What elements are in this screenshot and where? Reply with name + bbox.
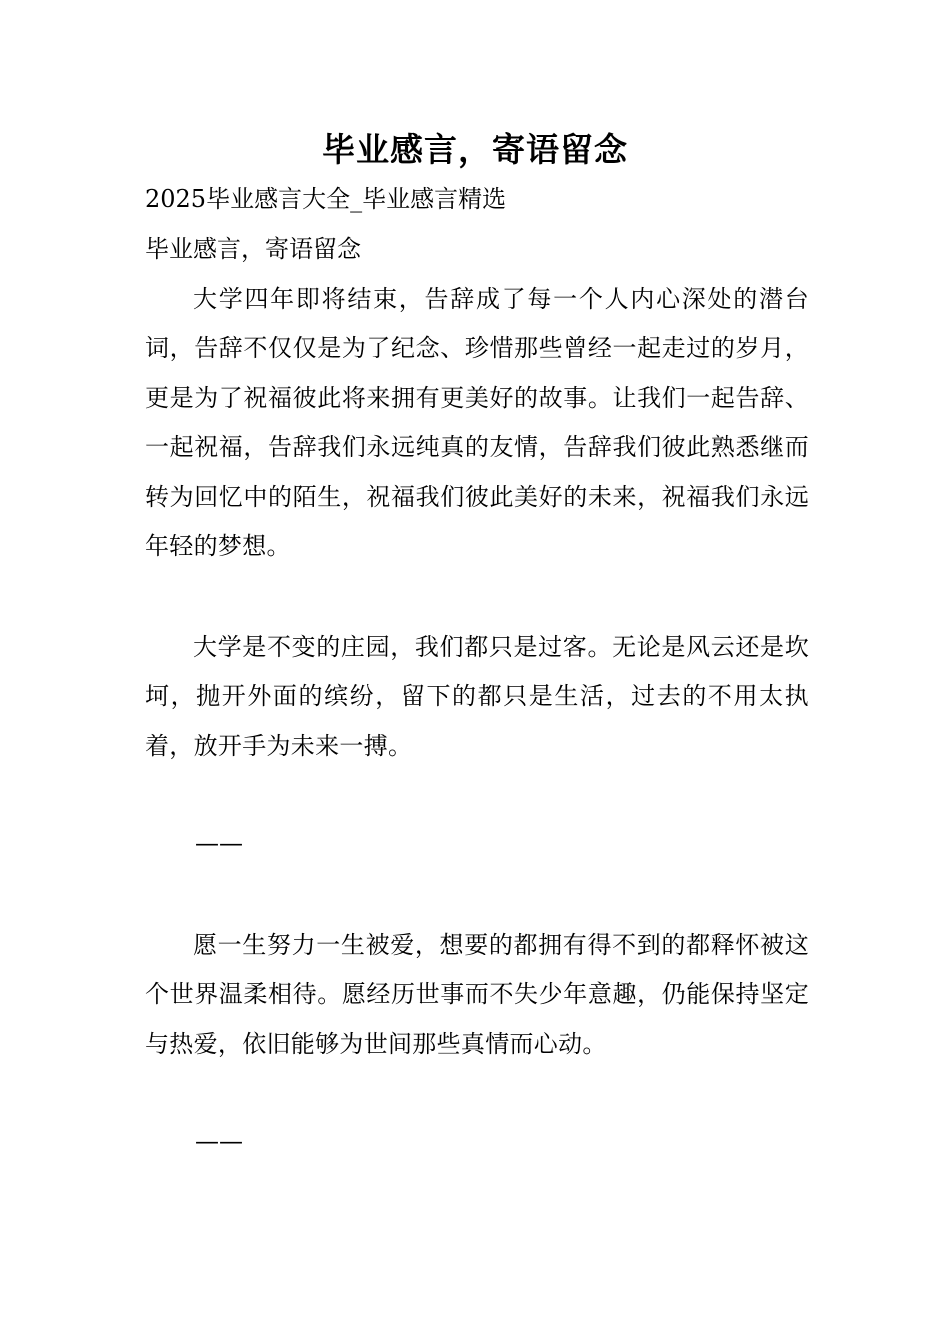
paragraph-3: 愿一生努力一生被爱，想要的都拥有得不到的都释怀被这个世界温柔相待。愿经历世事而不失少年意趣，仍能保持坚定与热爱，依旧能够为世间那些真情而心动。 (145, 931, 809, 1058)
separator-2: —— (195, 1127, 243, 1155)
paragraph-2: 大学是不变的庄园，我们都只是过客。无论是风云还是坎坷，抛开外面的缤纷，留下的都只是生活，过去的不用太执着，放开手为未来一搏。 (145, 633, 809, 760)
heading-line: 毕业感言，寄语留念 (145, 235, 361, 263)
separator-1: —— (195, 829, 243, 857)
document-title: 毕业感言，寄语留念 (322, 130, 628, 169)
paragraph-1: 大学四年即将结束，告辞成了每一个人内心深处的潜台词，告辞不仅仅是为了纪念、珍惜那些曾经一起走过的岁月，更是为了祝福彼此将来拥有更美好的故事。让我们一起告辞、一起祝福，告辞我们永远纯真的友情，告辞我们彼此熟悉继而转为回忆中的陌生，祝福我们彼此美好的未来，祝福我们永远年轻的梦想。 (145, 285, 809, 561)
subtitle-line: 2025毕业感言大全_毕业感言精选 (145, 185, 507, 213)
